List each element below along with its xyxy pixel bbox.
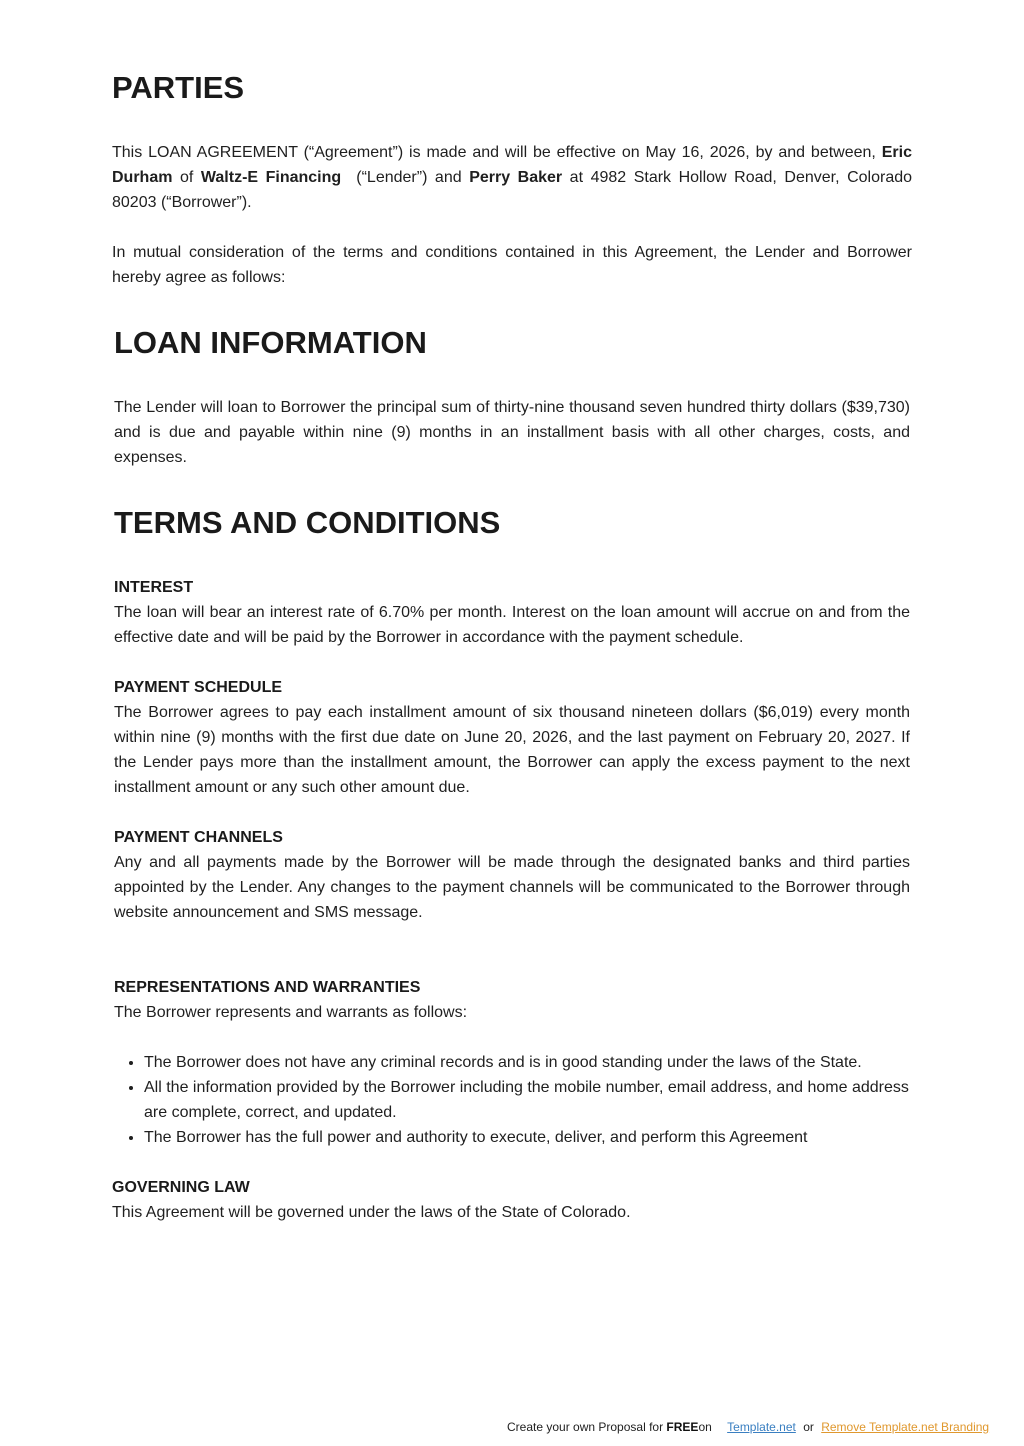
- remove-branding-link[interactable]: Remove Template.net Branding: [821, 1420, 990, 1434]
- lender-name: Eric Durham: [112, 144, 912, 186]
- governing-law-title: GOVERNING LAW: [112, 1179, 250, 1196]
- loan-information-paragraph: The Lender will loan to Borrower the principal sum of thirty-nine thousand seven hundred thirty dollars ($39,730) and is due and payable within nine (9) months in an installment basis with all other charges, costs, and expenses.: [114, 399, 910, 466]
- payment-channels-paragraph: Any and all payments made by the Borrower will be made through the designated banks and third parties appointed by the Lender. Any changes to the payment channels will be communicated to the Borrower through website announcement and SMS message.: [114, 854, 910, 921]
- terms-heading: TERMS AND CONDITIONS: [114, 505, 501, 540]
- lender-company: Waltz-E Financing: [200, 169, 342, 186]
- list-item: • The Borrower has the full power and authority to execute, deliver, and perform this Agreement: [144, 1125, 910, 1150]
- payment-schedule-title: PAYMENT SCHEDULE: [114, 679, 283, 696]
- representations-title: REPRESENTATIONS AND WARRANTIES: [114, 979, 421, 996]
- template-net-link[interactable]: Template.net: [727, 1420, 796, 1434]
- footer-prefix: Create your own Proposal for: [507, 1420, 667, 1434]
- mutual-consideration-paragraph: In mutual consideration of the terms and conditions contained in this Agreement, the Lender and Borrower hereby agree as follows:: [112, 244, 912, 286]
- parties-text-1: This LOAN AGREEMENT (“Agreement”) is made and will be effective on May 16, 2026, by and between,: [112, 144, 882, 161]
- list-item: • The Borrower does not have any criminal records and is in good standing under the laws of the State.: [144, 1050, 910, 1075]
- parties-text-4: at 4982 Stark Hollow Road, Denver, Colorado 80203 (“Borrower”).: [112, 169, 913, 211]
- payment-channels-title: PAYMENT CHANNELS: [114, 829, 283, 846]
- payment-schedule-paragraph: The Borrower agrees to pay each installment amount of six thousand nineteen dollars ($6,019) every month within nine (9) months with the first due date on June 20, 2026, and the last payment on February 20, 2027. If the Lender pays more than the installment amount, the Borrower can apply the excess payment to the next installment amount or any such other amount due.: [114, 704, 910, 796]
- footer-free: FREE: [666, 1420, 699, 1434]
- parties-heading: PARTIES: [112, 70, 245, 105]
- borrower-name: Perry Baker: [469, 169, 563, 186]
- interest-title: INTEREST: [114, 579, 194, 596]
- footer-or: or: [803, 1420, 814, 1434]
- parties-paragraph: [112, 140, 912, 215]
- loan-information-heading: LOAN INFORMATION: [114, 325, 427, 360]
- footer-on: on: [698, 1420, 712, 1434]
- representations-intro: The Borrower represents and warrants as follows:: [114, 1004, 468, 1021]
- interest-paragraph: The loan will bear an interest rate of 6.70% per month. Interest on the loan amount will accrue on and from the effective date and will be paid by the Borrower in accordance with the payment schedule.: [114, 604, 910, 646]
- representations-list: [114, 1050, 910, 1150]
- parties-text-2: of: [172, 169, 201, 186]
- footer-branding: [507, 1419, 989, 1435]
- parties-text-3: (“Lender”) and: [341, 169, 470, 186]
- governing-law-paragraph: This Agreement will be governed under the laws of the State of Colorado.: [112, 1204, 631, 1221]
- list-item: • All the information provided by the Borrower including the mobile number, email address, and home address are complete, correct, and updated.: [144, 1075, 910, 1125]
